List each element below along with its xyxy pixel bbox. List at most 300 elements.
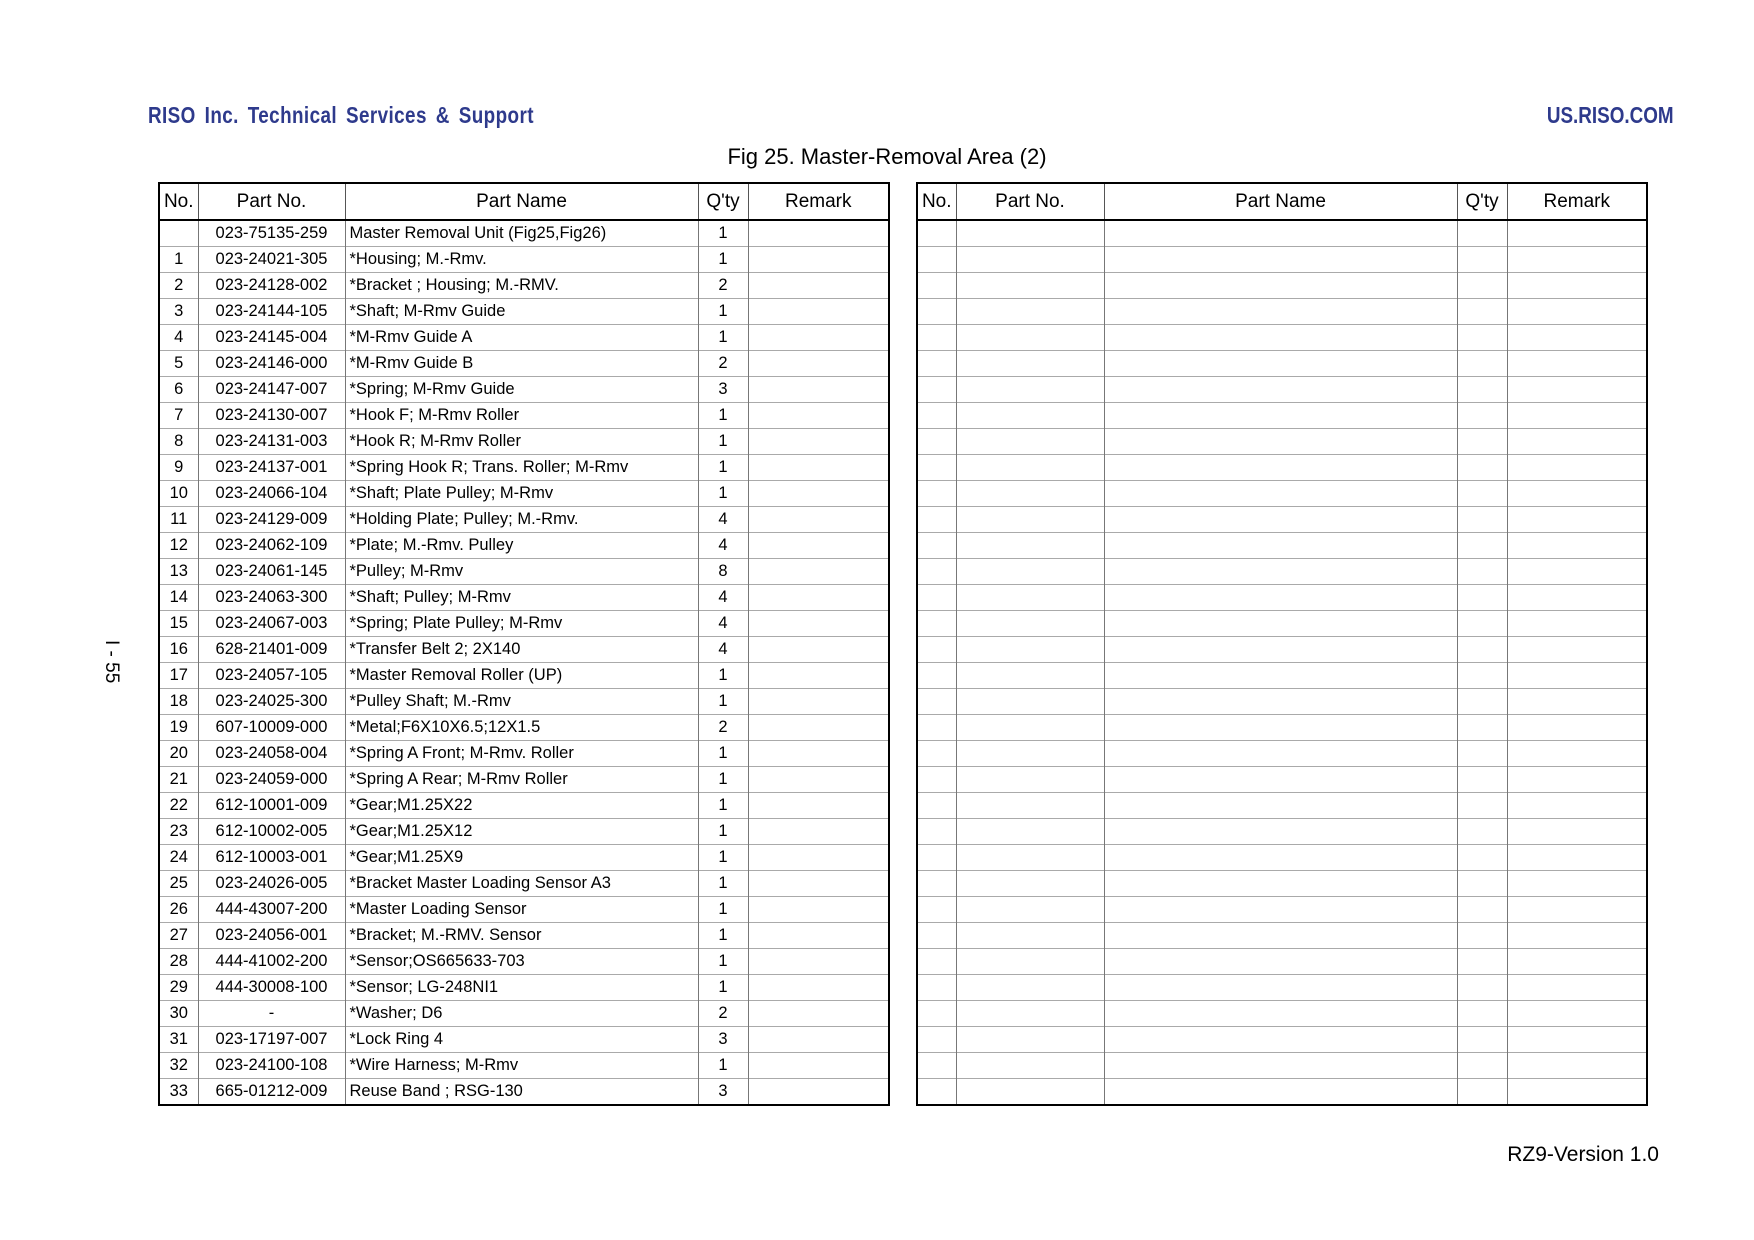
cell-empty <box>956 715 1104 741</box>
cell-part-no: 023-75135-259 <box>198 220 345 247</box>
cell-no: 14 <box>159 585 198 611</box>
page-number: I - 55 <box>101 640 122 684</box>
cell-empty <box>1104 351 1457 377</box>
cell-qty: 1 <box>698 429 748 455</box>
cell-empty <box>1104 767 1457 793</box>
cell-empty <box>1104 923 1457 949</box>
cell-part-name: *Metal;F6X10X6.5;12X1.5 <box>345 715 698 741</box>
cell-part-no: 023-24021-305 <box>198 247 345 273</box>
cell-empty <box>1457 897 1507 923</box>
cell-empty <box>956 793 1104 819</box>
cell-no: 18 <box>159 689 198 715</box>
cell-remark <box>748 689 889 715</box>
table-row <box>159 585 889 611</box>
table-row-empty <box>917 611 1647 637</box>
table-row <box>159 715 889 741</box>
table-row <box>159 351 889 377</box>
cell-empty <box>917 611 956 637</box>
cell-remark <box>748 663 889 689</box>
cell-empty <box>1507 429 1647 455</box>
table-row-empty <box>917 455 1647 481</box>
cell-part-no: 612-10003-001 <box>198 845 345 871</box>
cell-empty <box>917 1079 956 1106</box>
cell-qty: 3 <box>698 377 748 403</box>
cell-part-no: 023-24067-003 <box>198 611 345 637</box>
cell-remark <box>748 845 889 871</box>
cell-empty <box>1457 507 1507 533</box>
cell-empty <box>1507 793 1647 819</box>
cell-qty: 1 <box>698 220 748 247</box>
table-row <box>159 923 889 949</box>
cell-qty: 1 <box>698 975 748 1001</box>
cell-part-no: 023-24100-108 <box>198 1053 345 1079</box>
cell-empty <box>1507 220 1647 247</box>
cell-qty: 4 <box>698 507 748 533</box>
table-row <box>159 741 889 767</box>
cell-empty <box>1457 949 1507 975</box>
cell-remark <box>748 351 889 377</box>
cell-empty <box>1104 741 1457 767</box>
table-row-empty <box>917 845 1647 871</box>
column-header-qty: Q'ty <box>698 183 748 220</box>
cell-empty <box>1507 507 1647 533</box>
cell-part-name: *Gear;M1.25X22 <box>345 793 698 819</box>
cell-part-no: 023-24062-109 <box>198 533 345 559</box>
cell-part-name: *Plate; M.-Rmv. Pulley <box>345 533 698 559</box>
cell-part-name: Reuse Band ; RSG-130 <box>345 1079 698 1106</box>
cell-remark <box>748 403 889 429</box>
cell-part-no: 665-01212-009 <box>198 1079 345 1106</box>
cell-qty: 1 <box>698 767 748 793</box>
cell-qty: 3 <box>698 1027 748 1053</box>
cell-qty: 3 <box>698 1079 748 1106</box>
cell-part-name: *Spring A Front; M-Rmv. Roller <box>345 741 698 767</box>
cell-remark <box>748 533 889 559</box>
cell-empty <box>1104 455 1457 481</box>
cell-empty <box>1104 871 1457 897</box>
table-row <box>159 897 889 923</box>
cell-empty <box>956 533 1104 559</box>
cell-no: 23 <box>159 819 198 845</box>
cell-empty <box>1507 299 1647 325</box>
cell-empty <box>917 715 956 741</box>
cell-part-no: 023-24145-004 <box>198 325 345 351</box>
cell-empty <box>1457 923 1507 949</box>
cell-empty <box>1507 585 1647 611</box>
cell-empty <box>956 897 1104 923</box>
cell-empty <box>956 351 1104 377</box>
cell-remark <box>748 741 889 767</box>
cell-part-name: *Shaft; M-Rmv Guide <box>345 299 698 325</box>
table-row <box>159 663 889 689</box>
cell-empty <box>1104 429 1457 455</box>
cell-empty <box>1507 247 1647 273</box>
cell-empty <box>1507 1079 1647 1106</box>
cell-remark <box>748 897 889 923</box>
cell-no: 13 <box>159 559 198 585</box>
table-row-empty <box>917 481 1647 507</box>
cell-qty: 1 <box>698 923 748 949</box>
cell-empty <box>956 819 1104 845</box>
cell-part-no: 612-10002-005 <box>198 819 345 845</box>
cell-empty <box>917 819 956 845</box>
cell-part-no: 023-17197-007 <box>198 1027 345 1053</box>
cell-empty <box>1507 377 1647 403</box>
cell-qty: 1 <box>698 481 748 507</box>
cell-empty <box>956 325 1104 351</box>
cell-remark <box>748 637 889 663</box>
cell-remark <box>748 299 889 325</box>
cell-empty <box>917 1053 956 1079</box>
table-row-empty <box>917 585 1647 611</box>
cell-part-name: *Transfer Belt 2; 2X140 <box>345 637 698 663</box>
cell-part-no: 444-30008-100 <box>198 975 345 1001</box>
version-label: RZ9-Version 1.0 <box>1507 1143 1659 1166</box>
cell-qty: 1 <box>698 949 748 975</box>
cell-empty <box>1104 845 1457 871</box>
cell-part-name: *Housing; M.-Rmv. <box>345 247 698 273</box>
cell-part-no: 023-24144-105 <box>198 299 345 325</box>
cell-qty: 1 <box>698 689 748 715</box>
cell-qty: 4 <box>698 611 748 637</box>
cell-empty <box>1457 663 1507 689</box>
cell-empty <box>1507 611 1647 637</box>
cell-empty <box>1457 351 1507 377</box>
cell-no: 1 <box>159 247 198 273</box>
cell-part-name: *Spring; M-Rmv Guide <box>345 377 698 403</box>
table-row-empty <box>917 923 1647 949</box>
cell-empty <box>917 299 956 325</box>
table-row <box>159 507 889 533</box>
table-row-empty <box>917 507 1647 533</box>
cell-empty <box>1457 247 1507 273</box>
cell-no: 21 <box>159 767 198 793</box>
cell-empty <box>1104 793 1457 819</box>
cell-empty <box>956 689 1104 715</box>
column-header-part-name: Part Name <box>1104 183 1457 220</box>
cell-empty <box>1104 663 1457 689</box>
cell-no: 5 <box>159 351 198 377</box>
cell-empty <box>1457 403 1507 429</box>
table-row-empty <box>917 1001 1647 1027</box>
cell-part-name: *Pulley Shaft; M.-Rmv <box>345 689 698 715</box>
table-row-empty <box>917 299 1647 325</box>
cell-empty <box>1457 481 1507 507</box>
cell-no: 12 <box>159 533 198 559</box>
cell-part-no: 612-10001-009 <box>198 793 345 819</box>
cell-part-name: *Lock Ring 4 <box>345 1027 698 1053</box>
table-row-empty <box>917 559 1647 585</box>
column-header-remark: Remark <box>1507 183 1647 220</box>
table-row <box>159 220 889 247</box>
cell-empty <box>1457 533 1507 559</box>
cell-no: 29 <box>159 975 198 1001</box>
cell-empty <box>1104 975 1457 1001</box>
cell-qty: 1 <box>698 819 748 845</box>
cell-qty: 4 <box>698 585 748 611</box>
table-row <box>159 949 889 975</box>
cell-empty <box>917 351 956 377</box>
cell-part-name: *Master Removal Roller (UP) <box>345 663 698 689</box>
header-right-url: US.RISO.COM <box>1547 102 1674 128</box>
cell-remark <box>748 1079 889 1106</box>
cell-empty <box>1104 559 1457 585</box>
cell-part-no: 444-43007-200 <box>198 897 345 923</box>
cell-empty <box>1457 871 1507 897</box>
table-row-empty <box>917 377 1647 403</box>
table-header-row <box>159 183 889 220</box>
cell-part-name: *Shaft; Pulley; M-Rmv <box>345 585 698 611</box>
figure-title: Fig 25. Master-Removal Area (2) <box>727 144 1047 169</box>
cell-empty <box>1507 637 1647 663</box>
cell-empty <box>917 949 956 975</box>
table-row <box>159 429 889 455</box>
cell-empty <box>1457 585 1507 611</box>
table-row <box>159 1079 889 1106</box>
cell-empty <box>917 897 956 923</box>
cell-empty <box>917 1027 956 1053</box>
cell-part-name: *Holding Plate; Pulley; M.-Rmv. <box>345 507 698 533</box>
cell-qty: 4 <box>698 637 748 663</box>
table-row <box>159 1027 889 1053</box>
cell-empty <box>1457 1027 1507 1053</box>
cell-remark <box>748 325 889 351</box>
cell-empty <box>1507 819 1647 845</box>
table-row <box>159 689 889 715</box>
cell-empty <box>1507 351 1647 377</box>
cell-empty <box>956 611 1104 637</box>
cell-remark <box>748 1027 889 1053</box>
cell-empty <box>1507 689 1647 715</box>
table-row <box>159 455 889 481</box>
table-row-empty <box>917 767 1647 793</box>
cell-empty <box>956 403 1104 429</box>
cell-empty <box>917 220 956 247</box>
table-row-empty <box>917 793 1647 819</box>
cell-no: 15 <box>159 611 198 637</box>
cell-empty <box>956 429 1104 455</box>
cell-empty <box>1507 1001 1647 1027</box>
cell-remark <box>748 611 889 637</box>
table-row <box>159 377 889 403</box>
cell-remark <box>748 507 889 533</box>
cell-no: 25 <box>159 871 198 897</box>
cell-qty: 1 <box>698 845 748 871</box>
cell-empty <box>956 975 1104 1001</box>
cell-empty <box>1457 220 1507 247</box>
cell-part-name: *M-Rmv Guide B <box>345 351 698 377</box>
column-header-no: No. <box>159 183 198 220</box>
cell-part-no: 023-24057-105 <box>198 663 345 689</box>
cell-empty <box>917 481 956 507</box>
parts-table-body-empty <box>917 220 1647 1105</box>
cell-empty <box>1507 767 1647 793</box>
cell-part-no: 023-24137-001 <box>198 455 345 481</box>
cell-part-name: *Gear;M1.25X12 <box>345 819 698 845</box>
table-row <box>159 819 889 845</box>
cell-part-name: *Wire Harness; M-Rmv <box>345 1053 698 1079</box>
cell-qty: 1 <box>698 299 748 325</box>
table-row-empty <box>917 871 1647 897</box>
table-row-empty <box>917 325 1647 351</box>
cell-remark <box>748 247 889 273</box>
cell-qty: 1 <box>698 793 748 819</box>
cell-no: 22 <box>159 793 198 819</box>
cell-empty <box>1457 429 1507 455</box>
cell-empty <box>1104 481 1457 507</box>
cell-empty <box>1457 637 1507 663</box>
cell-no: 6 <box>159 377 198 403</box>
cell-part-name: *Master Loading Sensor <box>345 897 698 923</box>
table-row-empty <box>917 1053 1647 1079</box>
cell-no: 10 <box>159 481 198 507</box>
table-row-empty <box>917 533 1647 559</box>
cell-remark <box>748 767 889 793</box>
cell-empty <box>1507 403 1647 429</box>
cell-remark <box>748 1001 889 1027</box>
cell-qty: 1 <box>698 663 748 689</box>
cell-empty <box>1104 819 1457 845</box>
cell-part-name: *Spring; Plate Pulley; M-Rmv <box>345 611 698 637</box>
cell-empty <box>917 429 956 455</box>
table-row-empty <box>917 819 1647 845</box>
cell-empty <box>1457 845 1507 871</box>
cell-no: 4 <box>159 325 198 351</box>
cell-remark <box>748 819 889 845</box>
cell-empty <box>1104 637 1457 663</box>
cell-empty <box>1507 1053 1647 1079</box>
cell-empty <box>1457 1079 1507 1106</box>
cell-part-name: *Bracket Master Loading Sensor A3 <box>345 871 698 897</box>
cell-empty <box>917 923 956 949</box>
cell-qty: 1 <box>698 403 748 429</box>
cell-part-name: *Washer; D6 <box>345 1001 698 1027</box>
cell-empty <box>1457 975 1507 1001</box>
cell-qty: 1 <box>698 1053 748 1079</box>
cell-remark <box>748 871 889 897</box>
cell-no: 2 <box>159 273 198 299</box>
cell-no: 33 <box>159 1079 198 1106</box>
cell-part-no: 023-24131-003 <box>198 429 345 455</box>
cell-empty <box>956 1001 1104 1027</box>
cell-part-no: 023-24026-005 <box>198 871 345 897</box>
table-header-row <box>917 183 1647 220</box>
cell-qty: 1 <box>698 325 748 351</box>
cell-part-name: *Bracket ; Housing; M.-RMV. <box>345 273 698 299</box>
cell-empty <box>956 1053 1104 1079</box>
cell-no: 26 <box>159 897 198 923</box>
table-row <box>159 767 889 793</box>
cell-empty <box>1457 299 1507 325</box>
cell-part-no: 444-41002-200 <box>198 949 345 975</box>
column-header-part-no: Part No. <box>956 183 1104 220</box>
cell-empty <box>956 299 1104 325</box>
table-row-empty <box>917 689 1647 715</box>
cell-remark <box>748 377 889 403</box>
cell-empty <box>1457 819 1507 845</box>
cell-empty <box>956 507 1104 533</box>
cell-no: 27 <box>159 923 198 949</box>
cell-empty <box>1104 715 1457 741</box>
cell-part-no: 607-10009-000 <box>198 715 345 741</box>
cell-empty <box>1104 689 1457 715</box>
table-row-empty <box>917 220 1647 247</box>
cell-empty <box>1507 481 1647 507</box>
cell-part-no: 628-21401-009 <box>198 637 345 663</box>
cell-empty <box>1507 715 1647 741</box>
cell-part-no: - <box>198 1001 345 1027</box>
cell-empty <box>1104 533 1457 559</box>
cell-empty <box>1457 689 1507 715</box>
table-row <box>159 533 889 559</box>
cell-empty <box>1507 923 1647 949</box>
cell-part-name: *Gear;M1.25X9 <box>345 845 698 871</box>
cell-part-no: 023-24147-007 <box>198 377 345 403</box>
table-row-empty <box>917 1079 1647 1106</box>
column-header-qty: Q'ty <box>1457 183 1507 220</box>
cell-empty <box>956 481 1104 507</box>
cell-empty <box>1104 897 1457 923</box>
cell-remark <box>748 793 889 819</box>
cell-qty: 2 <box>698 1001 748 1027</box>
cell-empty <box>1507 325 1647 351</box>
cell-empty <box>1457 767 1507 793</box>
cell-empty <box>917 247 956 273</box>
table-row <box>159 1053 889 1079</box>
parts-table-right <box>916 182 1648 1106</box>
cell-part-no: 023-24130-007 <box>198 403 345 429</box>
cell-qty: 4 <box>698 533 748 559</box>
cell-qty: 1 <box>698 247 748 273</box>
cell-empty <box>917 689 956 715</box>
cell-empty <box>917 533 956 559</box>
cell-qty: 2 <box>698 715 748 741</box>
table-row <box>159 845 889 871</box>
cell-empty <box>917 585 956 611</box>
cell-remark <box>748 923 889 949</box>
cell-no: 24 <box>159 845 198 871</box>
cell-empty <box>956 247 1104 273</box>
cell-empty <box>917 741 956 767</box>
table-row-empty <box>917 975 1647 1001</box>
cell-remark <box>748 715 889 741</box>
cell-empty <box>1104 585 1457 611</box>
table-row-empty <box>917 429 1647 455</box>
cell-no: 32 <box>159 1053 198 1079</box>
cell-empty <box>917 637 956 663</box>
cell-empty <box>1457 377 1507 403</box>
cell-empty <box>956 871 1104 897</box>
cell-part-name: *Sensor; LG-248NI1 <box>345 975 698 1001</box>
table-row <box>159 559 889 585</box>
table-row-empty <box>917 637 1647 663</box>
cell-empty <box>917 845 956 871</box>
cell-empty <box>1104 247 1457 273</box>
cell-empty <box>1457 273 1507 299</box>
cell-empty <box>1457 793 1507 819</box>
table-row <box>159 793 889 819</box>
cell-empty <box>1104 325 1457 351</box>
cell-remark <box>748 429 889 455</box>
cell-empty <box>917 975 956 1001</box>
table-row <box>159 299 889 325</box>
cell-empty <box>1507 741 1647 767</box>
cell-empty <box>956 845 1104 871</box>
cell-part-no: 023-24129-009 <box>198 507 345 533</box>
table-row-empty <box>917 247 1647 273</box>
cell-empty <box>1457 741 1507 767</box>
cell-empty <box>1457 559 1507 585</box>
